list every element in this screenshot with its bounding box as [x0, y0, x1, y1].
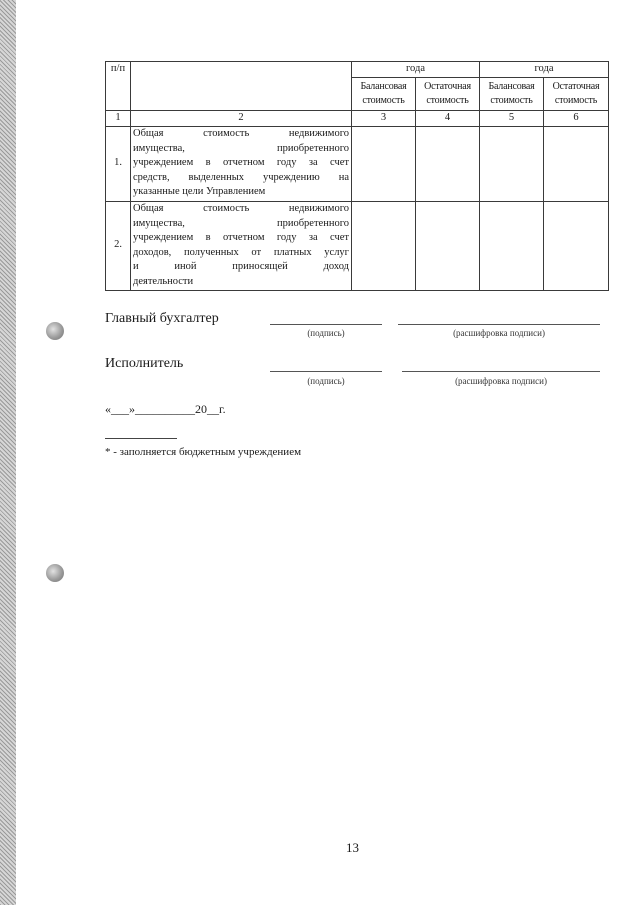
value-cell	[352, 126, 416, 201]
row-number: 2.	[106, 201, 131, 290]
chief-accountant-decoding-line[interactable]	[398, 324, 600, 325]
col-number: 3	[352, 111, 416, 127]
subheader-residual-2: Остаточная стоимость	[544, 78, 609, 111]
footnote: * - заполняется бюджетным учреждением	[105, 446, 302, 458]
col-number: 1	[106, 111, 131, 127]
header-num-label: п/п	[110, 63, 126, 74]
executor-label: Исполнитель	[105, 356, 184, 371]
chief-accountant-signature-hint: (подпись)	[307, 328, 345, 338]
column-number-row	[106, 111, 609, 127]
punch-hole-top	[46, 322, 64, 340]
page-number: 13	[346, 840, 359, 855]
row-description: Общая стоимость недвижимого имущества, приобретенного учреждением в отчетном году за счет средств, выделенных учреждению на указанные цели Управлением	[131, 126, 352, 201]
subheader-residual-1: Остаточная стоимость	[416, 78, 480, 111]
header-desc-cell	[131, 62, 352, 111]
chief-accountant-decoding-hint: (расшифровка подписи)	[453, 328, 545, 338]
subheader-balance-1: Балансовая стоимость	[352, 78, 416, 111]
col-number: 6	[544, 111, 609, 127]
date-line[interactable]: «___»__________20__г.	[105, 402, 226, 416]
value-cell	[480, 201, 544, 290]
col-number: 4	[416, 111, 480, 127]
table-row	[106, 126, 609, 201]
executor-decoding-hint: (расшифровка подписи)	[455, 376, 547, 386]
col-number: 5	[480, 111, 544, 127]
row-description: Общая стоимость недвижимого имущества, приобретенного учреждением в отчетном году за счет доходов, полученных от платных услуг и иной приносящей доход деятельности	[131, 201, 352, 290]
table-row	[106, 201, 609, 290]
table-header-row	[106, 62, 609, 78]
value-cell	[352, 201, 416, 290]
chief-accountant-label: Главный бухгалтер	[105, 311, 219, 326]
row-number: 1.	[106, 126, 131, 201]
punch-hole-bottom	[46, 564, 64, 582]
value-cell	[544, 126, 609, 201]
chief-accountant-signature-line[interactable]	[270, 324, 382, 325]
header-num-cell	[106, 62, 131, 111]
col-number: 2	[131, 111, 352, 127]
executor-decoding-line[interactable]	[402, 371, 600, 372]
executor-signature-hint: (подпись)	[307, 376, 345, 386]
property-value-table	[105, 61, 609, 291]
subheader-balance-2: Балансовая стоимость	[480, 78, 544, 111]
header-year-right: года	[480, 62, 609, 78]
value-cell	[480, 126, 544, 201]
header-year-left: года	[352, 62, 480, 78]
executor-signature-line[interactable]	[270, 371, 382, 372]
value-cell	[416, 126, 480, 201]
value-cell	[544, 201, 609, 290]
value-cell	[416, 201, 480, 290]
footnote-separator	[105, 438, 177, 439]
scan-edge-strip	[0, 0, 16, 905]
